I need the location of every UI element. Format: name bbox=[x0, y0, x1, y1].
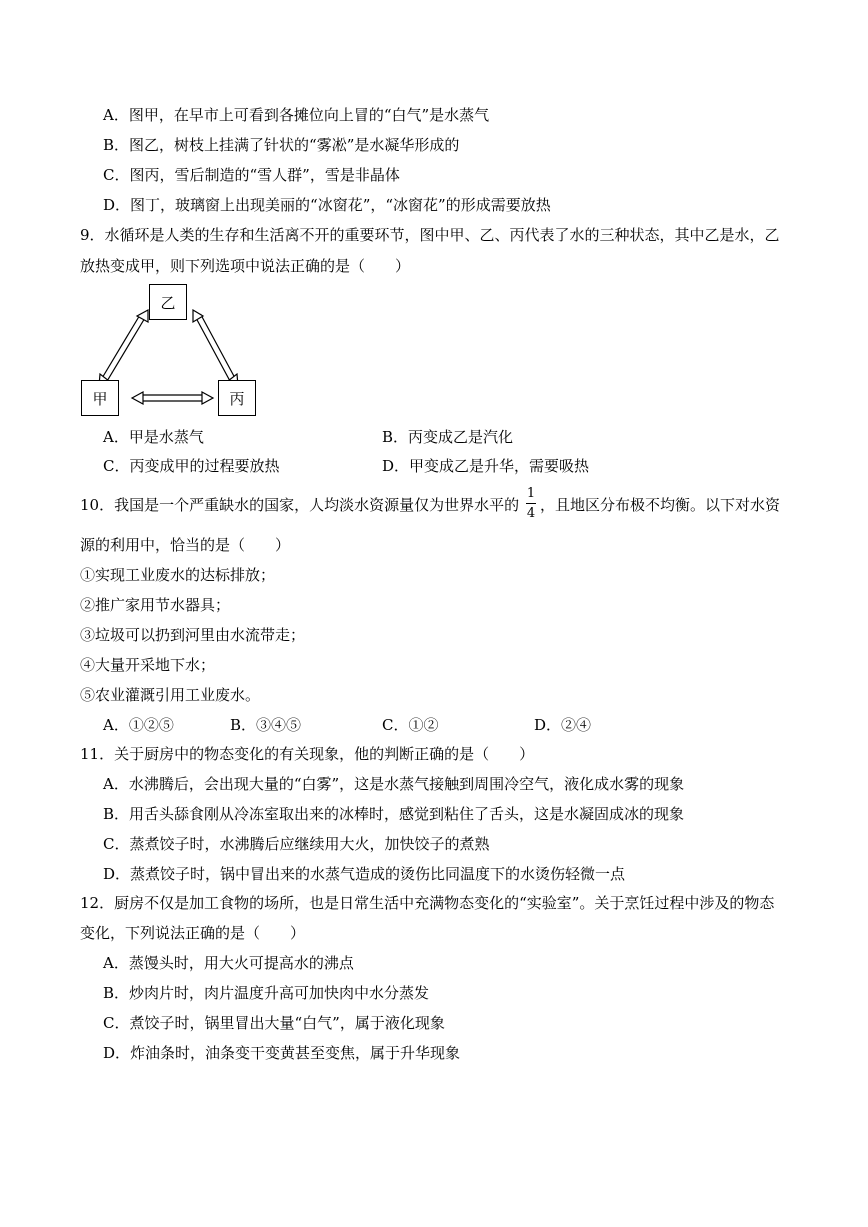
state-box-bing: 丙 bbox=[218, 380, 256, 416]
q12-option-b: B．炒肉片时，肉片温度升高可加快肉中水分蒸发 bbox=[103, 984, 430, 1002]
q11-option-d: D．蒸煮饺子时，锅中冒出来的水蒸气造成的烫伤比同温度下的水烫伤轻微一点 bbox=[103, 865, 626, 883]
q10-fraction-denominator: 4 bbox=[526, 506, 536, 521]
q10-item-1: ①实现工业废水的达标排放； bbox=[80, 566, 276, 584]
q10-item-3: ③垃圾可以扔到河里由水流带走； bbox=[80, 626, 306, 644]
q9-stem-line2: 放热变成甲，则下列选项中说法正确的是（ ） bbox=[80, 257, 411, 275]
state-box-jia: 甲 bbox=[81, 380, 119, 416]
q11-option-a: A．水沸腾后，会出现大量的“白雾”，这是水蒸气接触到周围冷空气，液化成水雾的现象 bbox=[103, 775, 685, 793]
q11-option-b: B．用舌头舔食刚从冷冻室取出来的冰棒时，感觉到粘住了舌头，这是水凝固成冰的现象 bbox=[103, 805, 685, 823]
state-box-yi: 乙 bbox=[149, 284, 187, 320]
arrow-yi-bing bbox=[193, 310, 238, 386]
q8-option-b: B．图乙，树枝上挂满了针状的“雾凇”是水凝华形成的 bbox=[103, 136, 460, 154]
q12-option-a: A．蒸馒头时，用大火可提高水的沸点 bbox=[103, 954, 354, 972]
q9-option-b: B．丙变成乙是汽化 bbox=[382, 428, 514, 446]
q9-stem-line1: 9．水循环是人类的生存和生活离不开的重要环节，图中甲、乙、丙代表了水的三种状态，其中乙是水，乙 bbox=[80, 226, 780, 244]
q10-option-b: B．③④⑤ bbox=[230, 716, 302, 734]
q10-item-5: ⑤农业灌溉引用工业废水。 bbox=[80, 686, 261, 704]
q10-option-c: C．①② bbox=[382, 716, 439, 734]
q12-stem-line1: 12．厨房不仅是加工食物的场所，也是日常生活中充满物态变化的“实验室”。关于烹饪过程中涉及的物态 bbox=[80, 894, 775, 912]
q10-option-d: D．②④ bbox=[534, 716, 592, 734]
q10-item-2: ②推广家用节水器具； bbox=[80, 596, 231, 614]
q8-option-d: D．图丁，玻璃窗上出现美丽的“冰窗花”，“冰窗花”的形成需要放热 bbox=[103, 196, 551, 214]
q9-diagram bbox=[70, 280, 290, 420]
q11-stem: 11．关于厨房中的物态变化的有关现象，他的判断正确的是（ ） bbox=[80, 745, 535, 763]
q10-fraction-numerator: 1 bbox=[526, 486, 536, 501]
q9-option-d: D．甲变成乙是升华，需要吸热 bbox=[382, 457, 590, 475]
q9-option-a: A．甲是水蒸气 bbox=[103, 428, 204, 446]
q8-option-a: A．图甲，在早市上可看到各摊位向上冒的“白气”是水蒸气 bbox=[103, 106, 490, 124]
q11-option-c: C．蒸煮饺子时，水沸腾后应继续用大火，加快饺子的煮熟 bbox=[103, 835, 490, 853]
q10-option-a: A．①②⑤ bbox=[103, 716, 174, 734]
q12-stem-line2: 变化，下列说法正确的是（ ） bbox=[80, 924, 306, 942]
q12-option-d: D．炸油条时，油条变干变黄甚至变焦，属于升华现象 bbox=[103, 1044, 461, 1062]
q8-option-c: C．图丙，雪后制造的“雪人群”，雪是非晶体 bbox=[103, 166, 400, 184]
arrow-jia-bing bbox=[132, 392, 213, 404]
q10-stem-part2: ，且地区分布极不均衡。以下对水资 bbox=[540, 496, 781, 514]
arrow-yi-jia bbox=[99, 310, 148, 386]
q9-option-c: C．丙变成甲的过程要放热 bbox=[103, 457, 280, 475]
q10-stem-part1: 10．我国是一个严重缺水的国家，人均淡水资源量仅为世界水平的 bbox=[80, 496, 520, 514]
q10-item-4: ④大量开采地下水； bbox=[80, 656, 216, 674]
q10-fraction-bar bbox=[526, 503, 536, 504]
q12-option-c: C．煮饺子时，锅里冒出大量“白气”，属于液化现象 bbox=[103, 1014, 445, 1032]
q10-stem-line2: 源的利用中，恰当的是（ ） bbox=[80, 536, 291, 554]
